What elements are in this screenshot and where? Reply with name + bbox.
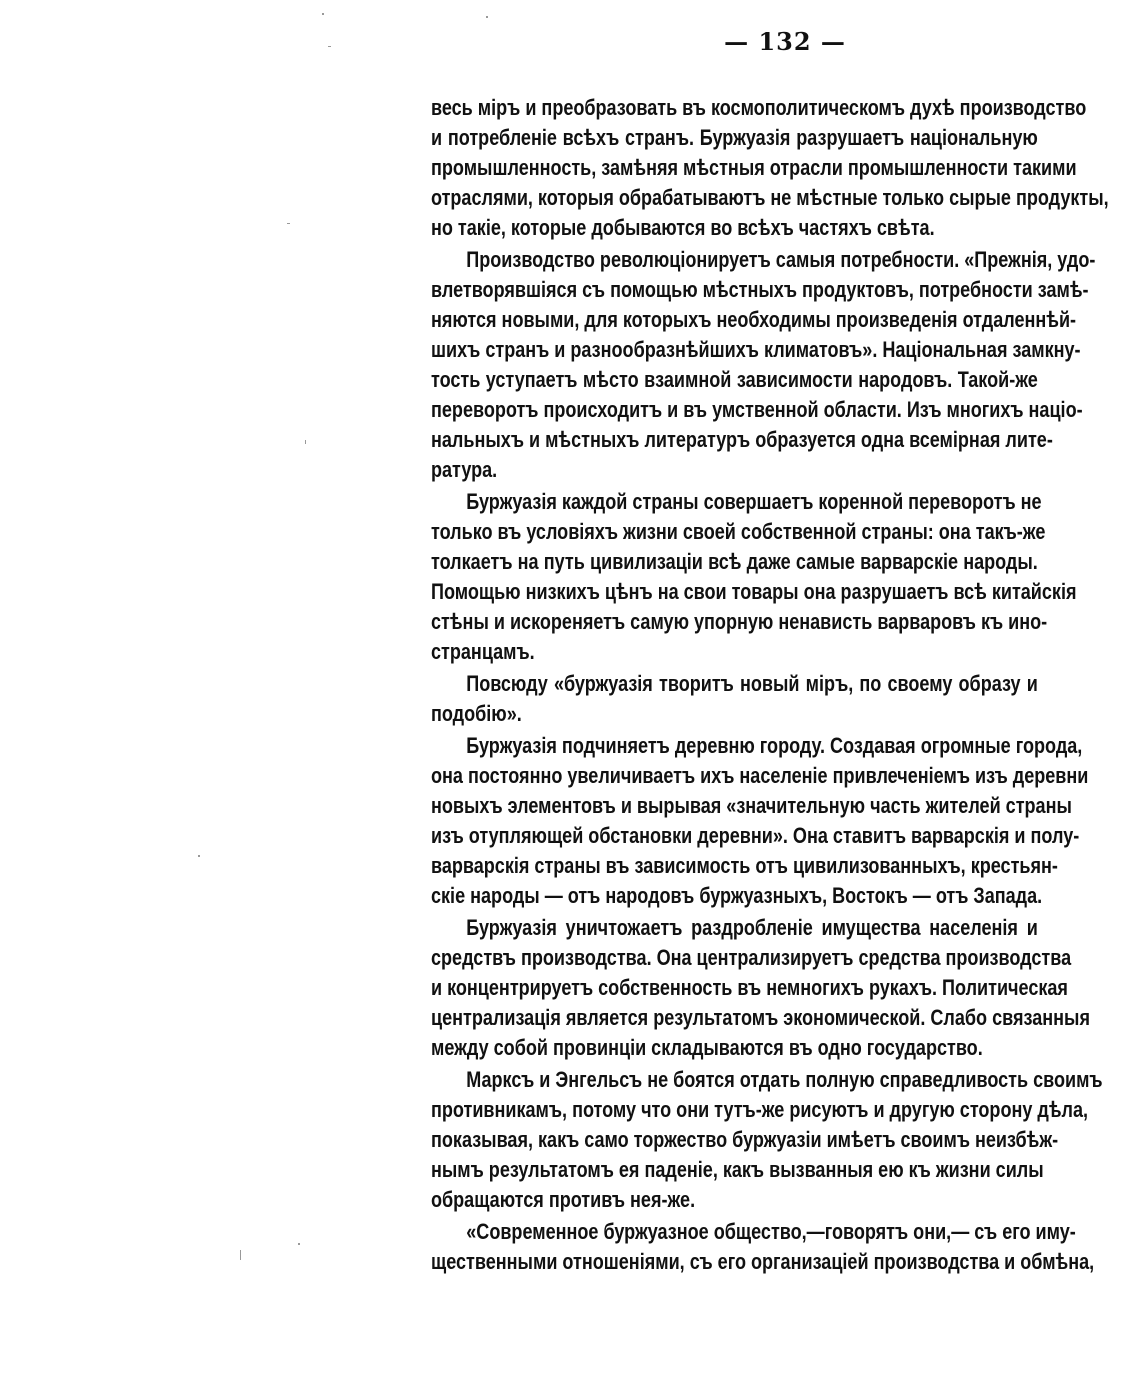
text-line: обращаются противъ нея-же. [431, 1187, 696, 1212]
paragraph [431, 487, 1077, 667]
scan-speck [328, 46, 331, 47]
text-line: Буржуазія подчиняетъ деревню городу. Создавая огромные города, [466, 733, 1083, 758]
text-line: отраслями, которыя обрабатываютъ не мѣстные только сырые продукты, [431, 185, 1109, 210]
text-line: централизація является результатомъ экономической. Слабо связанныя [431, 1005, 1090, 1030]
paragraph [431, 731, 1089, 911]
scan-speck [298, 1243, 300, 1245]
text-line: она постоянно увеличиваетъ ихъ населеніе привлеченіемъ изъ деревни [431, 763, 1089, 788]
scan-speck [287, 223, 290, 224]
text-line: шихъ странъ и разнообразнѣйшихъ климатовъ». Національная замкну- [431, 337, 1081, 362]
text-line: Марксъ и Энгельсъ не боятся отдать полную справедливость своимъ [466, 1067, 1103, 1092]
text-line: Помощью низкихъ цѣнъ на свои товары она разрушаетъ всѣ китайскія [431, 579, 1077, 604]
text-line: стѣны и искореняетъ самую упорную ненависть варваровъ къ ино- [431, 609, 1048, 634]
text-line: влетворявшіяся съ помощью мѣстныхъ продуктовъ, потребности замѣ- [431, 277, 1089, 302]
text-line: и потребленіе всѣхъ странъ. Буржуазія разрушаетъ національную [431, 125, 1038, 150]
text-line: «Современное буржуазное общество,—говорятъ они,— съ его иму- [466, 1219, 1076, 1244]
text-line: няются новыми, для которыхъ необходимы произведенія отдаленнѣй- [431, 307, 1077, 332]
text-line: подобію». [431, 701, 522, 726]
scan-speck [486, 16, 488, 18]
text-line: но такіе, которые добываются во всѣхъ частяхъ свѣта. [431, 215, 935, 240]
text-line: переворотъ происходитъ и въ умственной области. Изъ многихъ націо- [431, 397, 1083, 422]
text-line: ратура. [431, 457, 498, 482]
paragraph [431, 669, 1038, 729]
page-number: — 132 — [724, 27, 846, 56]
body-text [431, 93, 1109, 1279]
scan-speck [305, 440, 306, 444]
text-line: Буржуазія каждой страны совершаетъ коренной переворотъ не [466, 489, 1042, 514]
text-line: Производство революціонируетъ самыя потребности. «Прежнія, удо- [466, 247, 1096, 272]
paragraph [431, 1217, 1095, 1277]
text-line: и концентрируетъ собственность въ немногихъ рукахъ. Политическая [431, 975, 1068, 1000]
text-line: нымъ результатомъ ея паденіе, какъ вызванныя ею къ жизни силы [431, 1157, 1044, 1182]
text-line: варварскія страны въ зависимость отъ цивилизованныхъ, крестьян- [431, 853, 1058, 878]
scan-speck [198, 855, 200, 857]
text-line: только въ условіяхъ жизни своей собственной страны: она такъ-же [431, 519, 1046, 544]
text-line: тость уступаетъ мѣсто взаимной зависимости народовъ. Такой-же [431, 367, 1038, 392]
text-line: нальныхъ и мѣстныхъ литературъ образуется одна всемірная лите- [431, 427, 1053, 452]
text-line: Буржуазія уничтожаетъ раздробленіе имущества населенія и [466, 915, 1038, 940]
text-line: промышленность, замѣняя мѣстныя отрасли промышленности такими [431, 155, 1077, 180]
paragraph [431, 1065, 1103, 1215]
text-line: показывая, какъ само торжество буржуазіи имѣетъ своимъ неизбѣж- [431, 1127, 1059, 1152]
text-line: новыхъ элементовъ и вырывая «значительную часть жителей страны [431, 793, 1072, 818]
scan-speck [240, 1250, 241, 1260]
text-line: средствъ производства. Она централизируетъ средства производства [431, 945, 1072, 970]
text-line: между собой провинціи складываются въ одно государство. [431, 1035, 983, 1060]
text-line: Повсюду «буржуазія творитъ новый міръ, по своему образу и [466, 671, 1038, 696]
paragraph [431, 245, 1096, 485]
text-line: скіе народы — отъ народовъ буржуазныхъ, Востокъ — отъ Запада. [431, 883, 1043, 908]
text-line: изъ отупляющей обстановки деревни». Она ставитъ варварскія и полу- [431, 823, 1080, 848]
text-line: странцамъ. [431, 639, 535, 664]
text-line: весь міръ и преобразовать въ космополитическомъ духѣ производство [431, 95, 1087, 120]
paragraph [431, 93, 1109, 243]
scan-speck [322, 13, 324, 15]
paragraph [431, 913, 1090, 1063]
text-line: толкаетъ на путь цивилизаціи всѣ даже самые варварскіе народы. [431, 549, 1038, 574]
text-line: щественными отношеніями, съ его организаціей производства и обмѣна, [431, 1249, 1095, 1274]
text-line: противникамъ, потому что они тутъ-же рисуютъ и другую сторону дѣла, [431, 1097, 1089, 1122]
